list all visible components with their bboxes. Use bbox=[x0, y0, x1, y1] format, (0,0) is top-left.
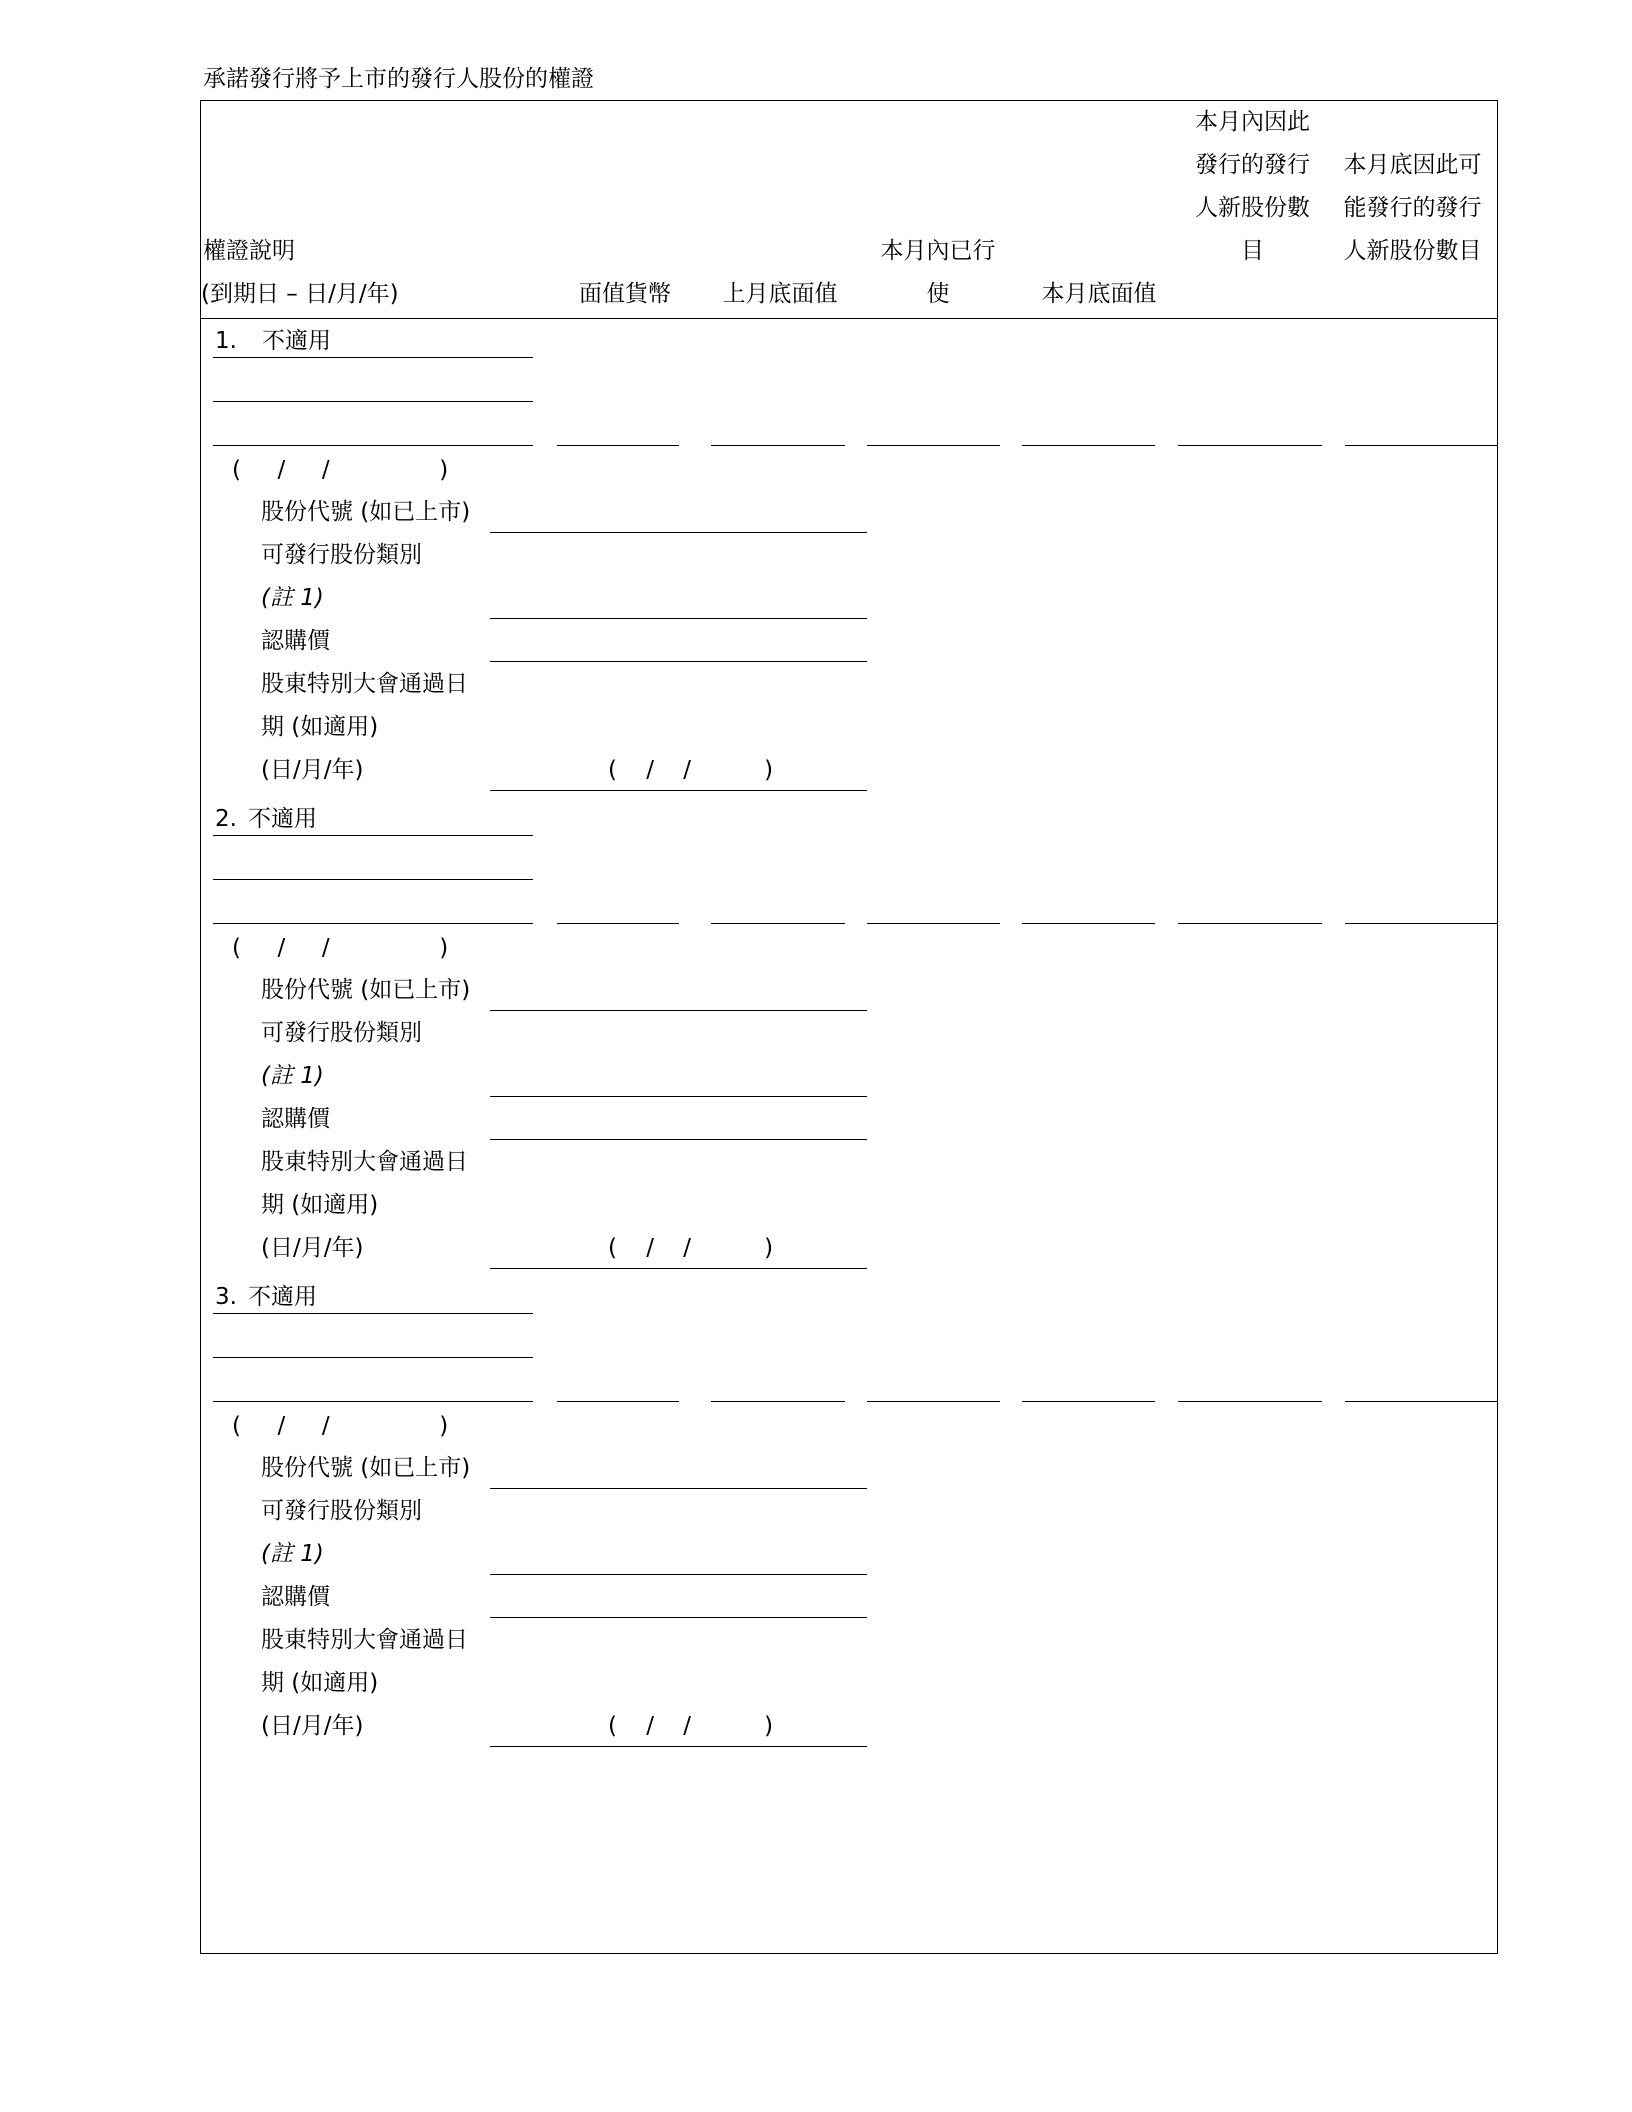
egm-date-label-cont: 期 (如適用) bbox=[261, 1670, 379, 1696]
form-title: 承諾發行將予上市的發行人股份的權證 bbox=[203, 66, 594, 92]
stock-code-label: 股份代號 (如已上市) bbox=[261, 499, 471, 525]
note-1-label: (註 1) bbox=[261, 1541, 324, 1567]
desc-line[interactable] bbox=[213, 835, 533, 836]
entry-status: 不適用 bbox=[262, 328, 331, 354]
desc-line[interactable] bbox=[213, 401, 533, 402]
egm-date-field[interactable] bbox=[490, 1268, 867, 1269]
egm-date-field[interactable] bbox=[490, 1746, 867, 1747]
desc-line[interactable] bbox=[213, 1357, 533, 1358]
possible-shares-field[interactable] bbox=[1345, 923, 1498, 924]
subscription-price-label: 認購價 bbox=[261, 628, 330, 654]
desc-line[interactable] bbox=[213, 1313, 533, 1314]
header-warrant-desc: 權證說明 bbox=[203, 238, 295, 264]
header-new-shares-2: 發行的發行 bbox=[1195, 152, 1310, 178]
currency-field[interactable] bbox=[557, 445, 679, 446]
date-format-label: (日/月/年) bbox=[261, 757, 364, 783]
stock-code-field[interactable] bbox=[490, 532, 867, 533]
header-warrant-expiry: (到期日 – 日/月/年) bbox=[201, 281, 399, 307]
entry-number: 2. bbox=[215, 806, 237, 832]
new-shares-field[interactable] bbox=[1178, 923, 1322, 924]
share-class-field[interactable] bbox=[490, 618, 867, 619]
currency-field[interactable] bbox=[557, 923, 679, 924]
egm-date-label: 股東特別大會通過日 bbox=[261, 1149, 468, 1175]
month-end-value-field[interactable] bbox=[1022, 1401, 1155, 1402]
subscription-price-field[interactable] bbox=[490, 1139, 867, 1140]
header-currency: 面值貨幣 bbox=[579, 281, 671, 307]
egm-date-placeholder: ( / / ) bbox=[608, 1713, 774, 1739]
expiry-date-placeholder: ( / / ) bbox=[232, 935, 449, 961]
entry-number: 1. bbox=[215, 328, 237, 354]
subscription-price-label: 認購價 bbox=[261, 1584, 330, 1610]
header-exercised: 本月內已行 bbox=[880, 238, 996, 264]
header-new-shares-3: 人新股份數 bbox=[1195, 195, 1310, 221]
note-1-label: (註 1) bbox=[261, 585, 324, 611]
prev-month-value-field[interactable] bbox=[711, 1401, 845, 1402]
egm-date-label: 股東特別大會通過日 bbox=[261, 671, 468, 697]
header-rule bbox=[200, 318, 1498, 319]
header-possible-shares-1: 本月底因此可 bbox=[1343, 152, 1482, 178]
subscription-price-field[interactable] bbox=[490, 1617, 867, 1618]
possible-shares-field[interactable] bbox=[1345, 1401, 1498, 1402]
header-exercised-cont: 使 bbox=[926, 281, 950, 307]
share-class-label: 可發行股份類別 bbox=[261, 1498, 422, 1524]
stock-code-field[interactable] bbox=[490, 1488, 867, 1489]
new-shares-field[interactable] bbox=[1178, 445, 1322, 446]
note-1-label: (註 1) bbox=[261, 1063, 324, 1089]
prev-month-value-field[interactable] bbox=[711, 923, 845, 924]
date-format-label: (日/月/年) bbox=[261, 1713, 364, 1739]
expiry-date-placeholder: ( / / ) bbox=[232, 457, 449, 483]
date-format-label: (日/月/年) bbox=[261, 1235, 364, 1261]
entry-status: 不適用 bbox=[248, 1284, 317, 1310]
egm-date-label: 股東特別大會通過日 bbox=[261, 1627, 468, 1653]
header-prev-month-value: 上月底面值 bbox=[722, 281, 838, 307]
stock-code-label: 股份代號 (如已上市) bbox=[261, 977, 471, 1003]
share-class-label: 可發行股份類別 bbox=[261, 1020, 422, 1046]
desc-line[interactable] bbox=[213, 879, 533, 880]
subscription-price-label: 認購價 bbox=[261, 1106, 330, 1132]
exercised-field[interactable] bbox=[867, 923, 1000, 924]
desc-line[interactable] bbox=[213, 1401, 533, 1402]
prev-month-value-field[interactable] bbox=[711, 445, 845, 446]
header-possible-shares-3: 人新股份數目 bbox=[1343, 238, 1482, 264]
desc-line[interactable] bbox=[213, 923, 533, 924]
possible-shares-field[interactable] bbox=[1345, 445, 1498, 446]
share-class-field[interactable] bbox=[490, 1096, 867, 1097]
stock-code-field[interactable] bbox=[490, 1010, 867, 1011]
egm-date-placeholder: ( / / ) bbox=[608, 757, 774, 783]
egm-date-label-cont: 期 (如適用) bbox=[261, 714, 379, 740]
header-new-shares-4: 目 bbox=[1241, 238, 1264, 264]
entry-number: 3. bbox=[215, 1284, 237, 1310]
stock-code-label: 股份代號 (如已上市) bbox=[261, 1455, 471, 1481]
new-shares-field[interactable] bbox=[1178, 1401, 1322, 1402]
entry-status: 不適用 bbox=[248, 806, 317, 832]
currency-field[interactable] bbox=[557, 1401, 679, 1402]
exercised-field[interactable] bbox=[867, 445, 1000, 446]
desc-line[interactable] bbox=[213, 357, 533, 358]
egm-date-label-cont: 期 (如適用) bbox=[261, 1192, 379, 1218]
header-new-shares-1: 本月內因此 bbox=[1195, 109, 1310, 135]
month-end-value-field[interactable] bbox=[1022, 923, 1155, 924]
header-possible-shares-2: 能發行的發行 bbox=[1343, 195, 1482, 221]
exercised-field[interactable] bbox=[867, 1401, 1000, 1402]
expiry-date-placeholder: ( / / ) bbox=[232, 1413, 449, 1439]
desc-line[interactable] bbox=[213, 445, 533, 446]
month-end-value-field[interactable] bbox=[1022, 445, 1155, 446]
egm-date-field[interactable] bbox=[490, 790, 867, 791]
egm-date-placeholder: ( / / ) bbox=[608, 1235, 774, 1261]
subscription-price-field[interactable] bbox=[490, 661, 867, 662]
share-class-field[interactable] bbox=[490, 1574, 867, 1575]
share-class-label: 可發行股份類別 bbox=[261, 542, 422, 568]
header-month-end-value: 本月底面值 bbox=[1041, 281, 1157, 307]
